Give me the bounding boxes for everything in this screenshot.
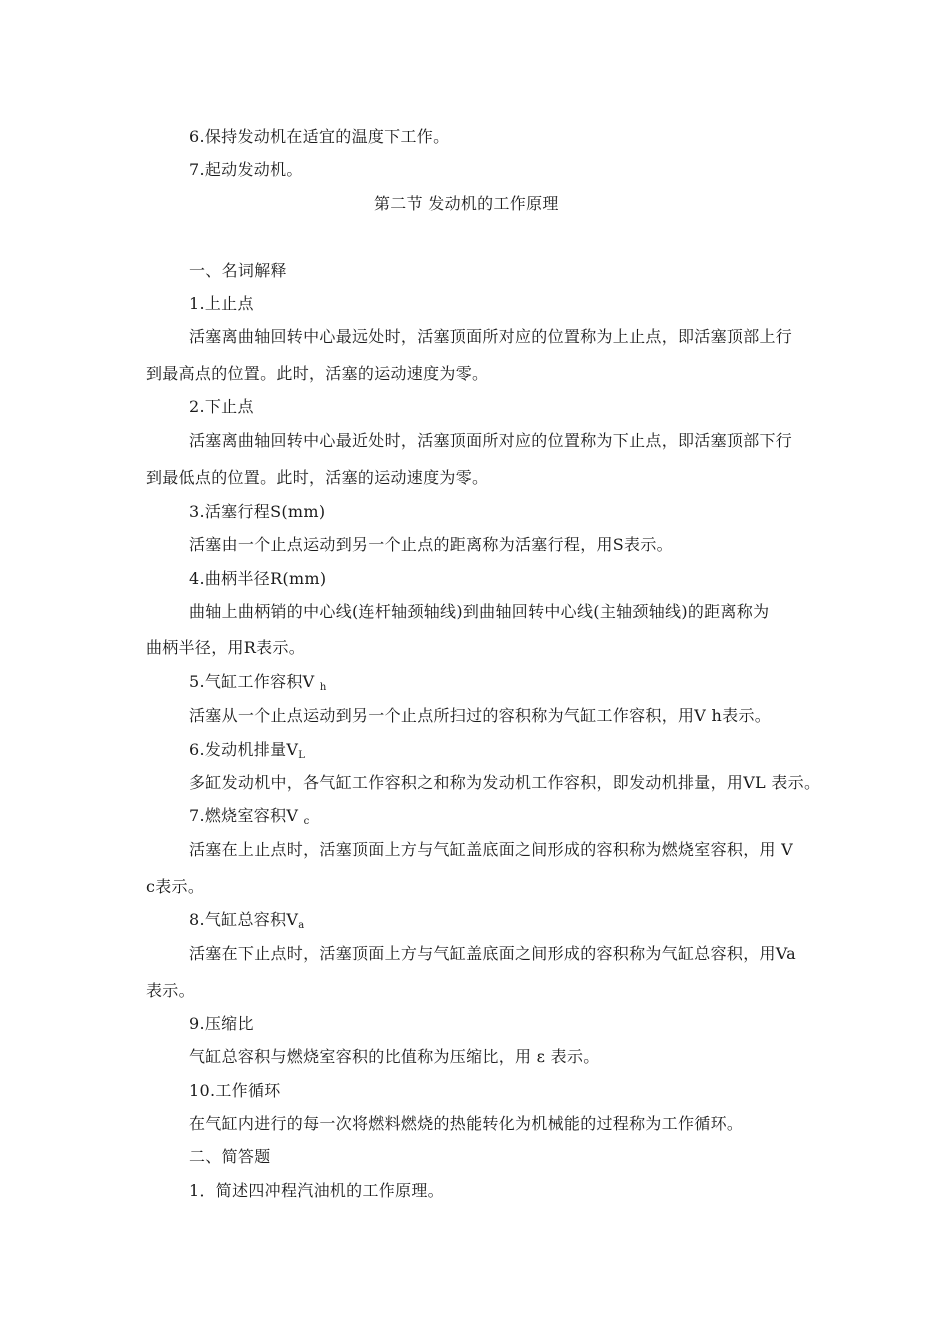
section-title: 第二节 发动机的工作原理 <box>374 194 559 213</box>
paragraph-combustion-chamber-1: 活塞在上止点时，活塞顶面上方与气缸盖底面之间形成的容积称为燃烧室容积，用 V <box>189 840 794 859</box>
subscript-a: a <box>298 920 305 931</box>
paragraph-crank-radius-1: 曲轴上曲柄销的中心线(连杆轴颈轴线)到曲轴回转中心线(主轴颈轴线)的距离称为 <box>189 602 770 621</box>
term-heading-displacement-text: 5.气缸工作容积V <box>189 672 320 691</box>
paragraph-total-volume-2: 表示。 <box>146 981 195 1000</box>
subscript-l: L <box>298 750 306 761</box>
term-heading-crank-radius: 4.曲柄半径R(mm) <box>189 569 327 588</box>
term-heading-stroke: 3.活塞行程S(mm) <box>189 502 326 521</box>
paragraph-tdc-1: 活塞离曲轴回转中心最远处时，活塞顶面所对应的位置称为上止点，即活塞顶部上行 <box>189 327 793 346</box>
paragraph-crank-radius-2: 曲柄半径，用R表示。 <box>146 638 306 657</box>
paragraph-tdc-2: 到最高点的位置。此时，活塞的运动速度为零。 <box>146 364 489 383</box>
term-heading-combustion-chamber <box>189 806 310 832</box>
paragraph-total-volume-1: 活塞在下止点时，活塞顶面上方与气缸盖底面之间形成的容积称为气缸总容积，用Va <box>189 944 797 963</box>
term-heading-work-cycle: 10.工作循环 <box>189 1081 281 1100</box>
paragraph-engine-displacement: 多缸发动机中，各气缸工作容积之和称为发动机工作容积，即发动机排量，用VL 表示。 <box>189 773 821 792</box>
term-heading-tdc: 1.上止点 <box>189 294 254 313</box>
term-heading-engine-displacement <box>189 740 305 766</box>
term-heading-combustion-chamber-text: 7.燃烧室容积V <box>189 806 304 825</box>
paragraph-work-cycle: 在气缸内进行的每一次将燃料燃烧的热能转化为机械能的过程称为工作循环。 <box>189 1114 744 1133</box>
term-heading-displacement <box>189 672 327 698</box>
term-heading-engine-displacement-text: 6.发动机排量V <box>189 740 299 759</box>
part-heading-short-answer: 二、简答题 <box>189 1147 271 1166</box>
paragraph-bdc-1: 活塞离曲轴回转中心最近处时，活塞顶面所对应的位置称为下止点，即活塞顶部下行 <box>189 431 793 450</box>
subscript-h: h <box>319 682 327 693</box>
list-item-7: 7.起动发动机。 <box>189 160 303 179</box>
term-heading-total-volume <box>189 910 305 936</box>
list-item-6: 6.保持发动机在适宜的温度下工作。 <box>189 127 450 146</box>
term-heading-total-volume-text: 8.气缸总容积V <box>189 910 299 929</box>
part-heading-terms: 一、名词解释 <box>189 261 287 280</box>
subscript-c: c <box>303 816 310 827</box>
term-heading-compression-ratio: 9.压缩比 <box>189 1014 254 1033</box>
question-1: 1．简述四冲程汽油机的工作原理。 <box>189 1181 444 1200</box>
term-heading-bdc: 2.下止点 <box>189 397 254 416</box>
paragraph-bdc-2: 到最低点的位置。此时，活塞的运动速度为零。 <box>146 468 489 487</box>
paragraph-stroke: 活塞由一个止点运动到另一个止点的距离称为活塞行程，用S表示。 <box>189 535 673 554</box>
paragraph-displacement: 活塞从一个止点运动到另一个止点所扫过的容积称为气缸工作容积，用V h表示。 <box>189 706 772 725</box>
paragraph-combustion-chamber-2: c表示。 <box>146 877 205 896</box>
paragraph-compression-ratio: 气缸总容积与燃烧室容积的比值称为压缩比，用 ε 表示。 <box>189 1047 600 1066</box>
